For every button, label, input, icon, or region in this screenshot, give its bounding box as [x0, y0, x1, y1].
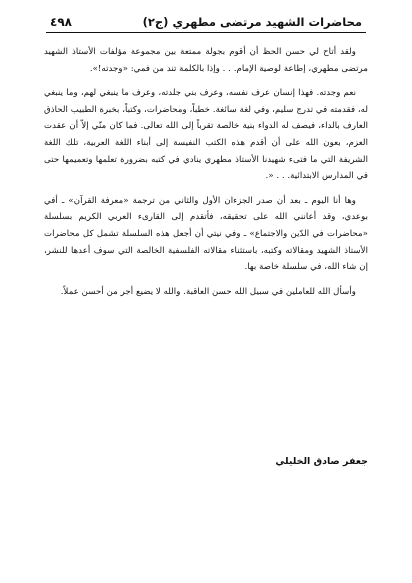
paragraph: ولقد أتاح لي حسن الحظ أن أقوم بجولة ممتعة بين مجموعة مؤلفات الأستاذ الشهيد مرتضى مطهري، إطاعة لوصية الإمام. . . وإذا بالكلمة تند من فمي: «وجدته!». [44, 47, 368, 74]
body-text [44, 44, 368, 306]
page-header [46, 14, 366, 32]
header-divider [46, 32, 366, 33]
paragraph: وأسأل الله للعاملين في سبيل الله حسن العاقبة. والله لا يضيع أجر من أحسن عملاً. [60, 286, 356, 297]
paragraph: نعم وجدته. فهذا إنسان عرف نفسه، وعرف بني جلدته، وعرف ما ينبغي لهم، وما ينبغي له، فقدمته في تدرج سليم، وفي لغة سائغة. خطباً، ومحاضرات، وكتباً، بخبرة الطبيب الحاذق العارف بالداء، فيصف له الدواء بنية خالصة تقرباً إلى الله تعالى. فما كان منّي إلاّ أن عقدت العزم، بعون الله على أن أقدم هذه الكتب النفيسة إلى أبناء اللغة العربية، تلك اللغة الشريفة التي ما فتىء شهيدنا الأستاذ مطهري ينادي في كتبه بضرورة تعلمها وتعميمها حتى في المدارس الابتدائية. . . «. [44, 88, 368, 182]
author-signature: جعفر صادق الخليلي [275, 456, 368, 467]
page-number: ٤٩٨ [50, 15, 72, 29]
paragraph: وها أنا اليوم ـ بعد أن صدر الجزءان الأول والثاني من ترجمة «معرفة القرآن» ـ أفي بوعدي، وقد أعانني الله على تحقيقه، فأتقدم إلى القارىء العربي الكريم بسلسلة «محاضرات في الدّين والاجتماع» ـ وفي نيتي أن أجعل هذه السلسلة تشمل كل محاضرات الأستاذ الشهيد ومقالاته وكتبه، باستثناء مقالاته الفلسفية الخالصة التي سوف أعدها للنشر، إن شاء الله، في سلسلة خاصة بها. [44, 195, 368, 273]
running-title: محاضرات الشهيد مرتضى مطهري (ج٢) [142, 15, 362, 29]
